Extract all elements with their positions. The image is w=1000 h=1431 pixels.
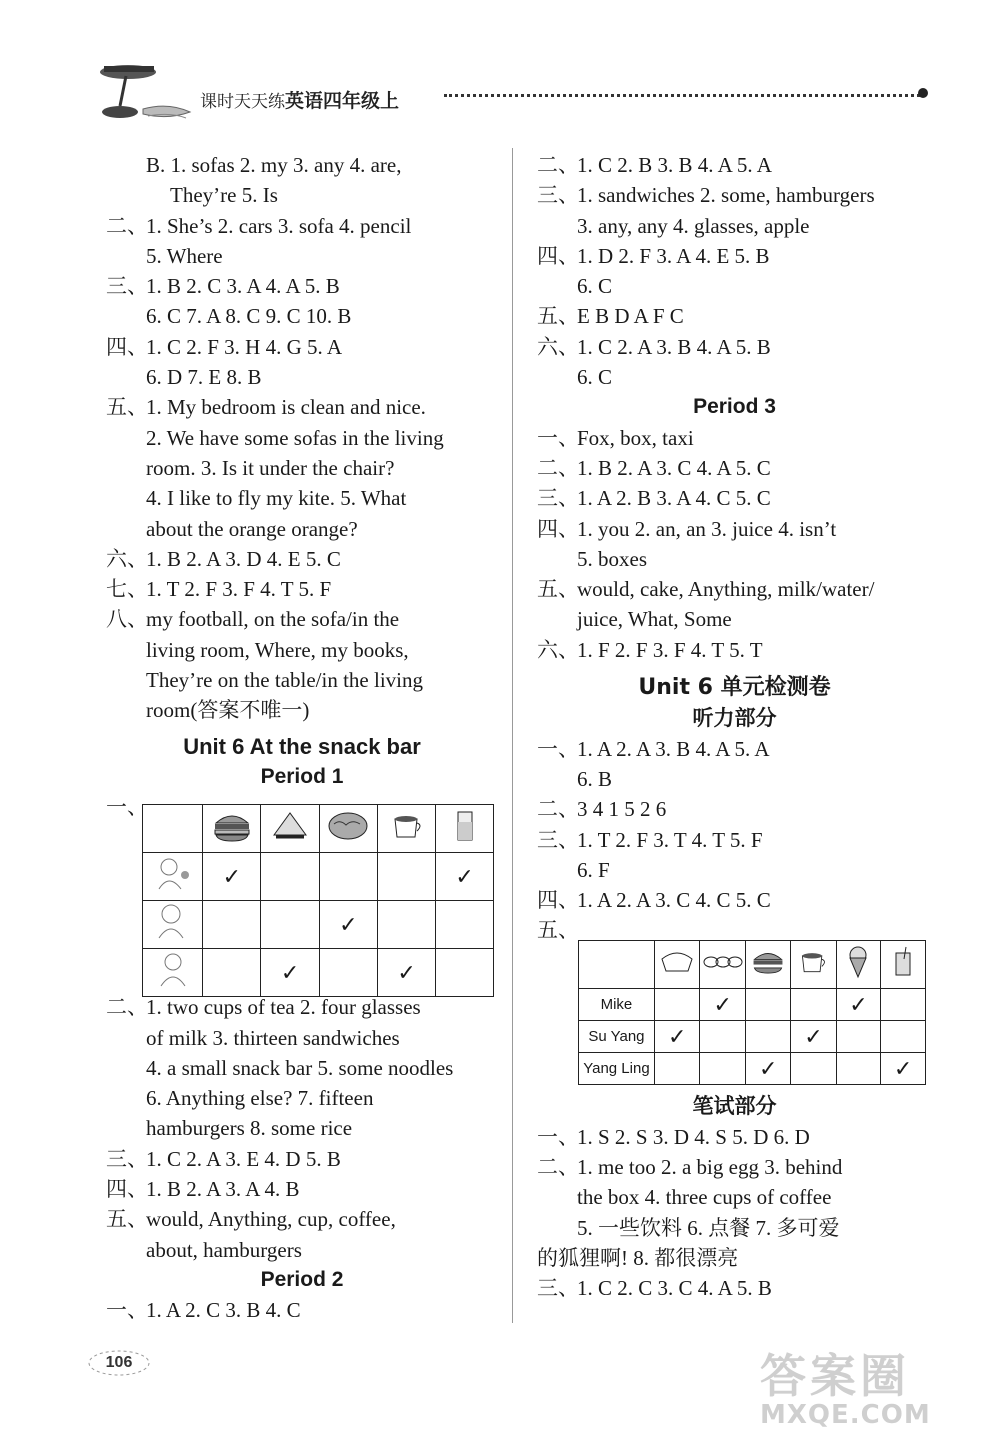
answer-line (537, 1152, 932, 1182)
child-picture-icon (143, 901, 203, 949)
text: ✓ (261, 949, 319, 997)
text (378, 901, 436, 949)
answer-line (537, 180, 932, 210)
text: They’re on the table/in the living (146, 668, 423, 693)
answer-line (537, 423, 932, 453)
text: 1. C 2. B 3. B 4. A 5. A (577, 153, 772, 177)
text: 英语 (285, 90, 324, 112)
answer-line (106, 453, 498, 483)
answer-line (537, 1213, 932, 1243)
answer-line (106, 1174, 498, 1204)
answer-line (106, 1144, 498, 1174)
text: 1. B 2. A 3. D 4. E 5. C (146, 546, 341, 571)
desk-lamp-icon (98, 54, 198, 126)
answer-line (106, 1235, 498, 1265)
text: ✓ (378, 949, 436, 997)
milk-glass-icon (436, 805, 494, 853)
text (791, 1053, 836, 1085)
text: 三、 (537, 827, 579, 852)
answer-line (106, 665, 498, 695)
text (700, 1021, 746, 1053)
answer-line (106, 180, 498, 210)
student-name: Mike (579, 989, 655, 1021)
text (378, 853, 436, 901)
text (203, 901, 261, 949)
text: 1. sandwiches 2. some, hamburgers (577, 183, 875, 208)
answer-line (537, 794, 932, 824)
answer-line (537, 604, 932, 634)
text: 3. any, any 4. glasses, apple (577, 213, 810, 238)
text: my football, on the sofa/in the (146, 607, 400, 632)
text: 课时天天练 (200, 92, 285, 112)
answer-line (106, 211, 498, 241)
text: of milk 3. thirteen sandwiches (146, 1025, 400, 1050)
text (436, 949, 494, 997)
text: ✓ (700, 989, 746, 1021)
text: 1. T 2. F 3. T 4. T 5. F (577, 827, 763, 852)
text: ✓ (746, 1053, 791, 1085)
answer-line (106, 1053, 498, 1083)
answer-line (106, 635, 498, 665)
text: 一、 (106, 1298, 148, 1323)
text: 6. B (577, 766, 613, 791)
answer-line (106, 1295, 498, 1325)
answer-line (537, 453, 932, 483)
text: ✓ (881, 1053, 926, 1085)
text: 二、 (106, 213, 148, 238)
text: about the orange orange? (146, 516, 358, 541)
text (700, 1053, 746, 1085)
text: 1. S 2. S 3. D 4. S 5. D 6. D (577, 1124, 810, 1149)
left-column (106, 150, 498, 1326)
juice-glass-icon (881, 941, 926, 989)
answer-line (106, 1204, 498, 1234)
text: 答案圈 (760, 1349, 910, 1403)
text (836, 1021, 881, 1053)
text: 1. A 2. A 3. B 4. A 5. A (577, 736, 770, 761)
sandwich-icon (261, 805, 319, 853)
text (654, 989, 700, 1021)
text: E B D A F C (577, 304, 684, 329)
unit-heading: Unit 6 At the snack bar (183, 733, 421, 759)
answer-line (537, 1122, 932, 1152)
text: 6. C (577, 274, 613, 299)
text: 1. My bedroom is clean and nice. (146, 395, 426, 420)
page-number (84, 1348, 154, 1378)
answer-line (537, 150, 932, 180)
food-table-period1 (142, 804, 494, 997)
text: 1. D 2. F 3. A 4. E 5. B (577, 243, 770, 268)
text: 五、 (537, 918, 579, 943)
column-divider (512, 148, 513, 1323)
answer-line (537, 362, 932, 392)
text: room. 3. Is it under the chair? (146, 455, 395, 480)
text: 二、 (106, 995, 148, 1020)
text: 1. C 2. A 3. E 4. D 5. B (146, 1146, 341, 1171)
answer-line (106, 514, 498, 544)
section-heading: 笔试部分 (692, 1094, 777, 1119)
answer-line (537, 483, 932, 513)
tea-cup-icon (378, 805, 436, 853)
answer-line (106, 332, 498, 362)
text: ✓ (836, 989, 881, 1021)
text: hamburgers 8. some rice (146, 1116, 353, 1141)
answer-line (537, 1273, 932, 1303)
period-heading: Period 3 (693, 395, 776, 419)
text: 四、 (537, 243, 579, 268)
text: 1. C 2. A 3. B 4. A 5. B (577, 334, 771, 359)
text: 六、 (537, 637, 579, 662)
answer-line (106, 695, 498, 725)
answer-line (537, 764, 932, 794)
answer-line (537, 514, 932, 544)
text (836, 1053, 881, 1085)
text (319, 949, 377, 997)
text: 五、 (537, 304, 579, 329)
text: 5. 一些饮料 6. 点餐 7. 多可爱 (577, 1215, 840, 1240)
answer-line (537, 885, 932, 915)
text: 106 (105, 1354, 133, 1371)
answer-line (106, 271, 498, 301)
answer-line (537, 574, 932, 604)
text: 六、 (537, 334, 579, 359)
text (261, 901, 319, 949)
answer-line (106, 544, 498, 574)
answer-line (537, 635, 932, 665)
food-table-unit-test (578, 940, 926, 1085)
text: 1. B 2. C 3. A 4. A 5. B (146, 274, 340, 299)
text (436, 901, 494, 949)
text: juice, What, Some (577, 607, 732, 632)
text: Fox, box, taxi (577, 425, 694, 450)
text: 5. Where (146, 243, 223, 268)
text (746, 989, 791, 1021)
text: 1. C 2. F 3. H 4. G 5. A (146, 334, 343, 359)
text: 1. A 2. C 3. B 4. C (146, 1298, 301, 1323)
answer-line (537, 1243, 932, 1273)
text (881, 989, 926, 1021)
answer-line (106, 423, 498, 453)
text: 二、 (537, 1155, 579, 1180)
header-dotted-rule (444, 94, 920, 97)
text: would, cake, Anything, milk/water/ (577, 577, 875, 602)
text: 二、 (537, 153, 579, 177)
section-heading: 听力部分 (692, 706, 777, 731)
text: 6. Anything else? 7. fifteen (146, 1086, 374, 1111)
text: 三、 (106, 1146, 148, 1171)
page-header (0, 50, 1000, 130)
answer-line (106, 150, 498, 180)
answer-line (537, 544, 932, 574)
answer-line (106, 301, 498, 331)
period-heading: Period 2 (260, 1267, 344, 1291)
text: living room, Where, my books, (146, 637, 409, 662)
text: 三、 (106, 274, 148, 299)
text (746, 1021, 791, 1053)
text: ✓ (654, 1021, 700, 1053)
coffee-cup-icon (791, 941, 836, 989)
unit-test-heading: Unit 6 单元检测卷 (638, 675, 831, 701)
header-dot (918, 88, 928, 98)
text: 6. C 7. A 8. C 9. C 10. B (146, 304, 352, 329)
answer-line (537, 1182, 932, 1212)
hamburger-icon (203, 805, 261, 853)
answer-line (537, 301, 932, 331)
text: 四、 (106, 1177, 148, 1202)
text: 1. A 2. B 3. A 4. C 5. C (577, 486, 771, 511)
text: 四、 (537, 888, 579, 913)
answer-line (537, 825, 932, 855)
book-title (200, 86, 399, 113)
text: 四、 (106, 334, 148, 359)
text: 四年级上 (323, 90, 400, 112)
answer-line (537, 211, 932, 241)
text: 5. boxes (577, 546, 647, 571)
text: They’re 5. Is (170, 183, 278, 208)
answer-line (106, 483, 498, 513)
text: 五、 (106, 395, 148, 420)
text: ✓ (203, 853, 261, 901)
right-column (537, 150, 932, 1304)
period-heading: Period 1 (260, 764, 344, 788)
empty-cell (143, 805, 203, 853)
text: 1. me too 2. a big egg 3. behind (577, 1155, 843, 1180)
text (261, 853, 319, 901)
answer-line (106, 574, 498, 604)
text: ✓ (436, 853, 494, 901)
answer-line (537, 734, 932, 764)
text: 一、 (106, 795, 148, 820)
text: ✓ (791, 1021, 836, 1053)
text: MXQE.COM (760, 1400, 931, 1430)
text: 一、 (537, 1124, 579, 1149)
text: 六、 (106, 546, 148, 571)
text: 七、 (106, 577, 148, 602)
empty-cell (579, 941, 655, 989)
child-picture-icon (143, 949, 203, 997)
text: 1. F 2. F 3. F 4. T 5. T (577, 637, 763, 662)
text: 1. T 2. F 3. F 4. T 5. F (146, 577, 332, 602)
answer-line (537, 271, 932, 301)
answer-line (106, 1023, 498, 1053)
text: 五、 (106, 1207, 148, 1232)
ice-cream-icon (836, 941, 881, 989)
text: 四、 (537, 516, 579, 541)
text: 一、 (537, 425, 579, 450)
text: room(答案不唯一) (146, 698, 310, 723)
text: 1. A 2. A 3. C 4. C 5. C (577, 888, 771, 913)
text: 1. two cups of tea 2. four glasses (146, 995, 421, 1020)
text: 4. I like to fly my kite. 5. What (146, 486, 407, 511)
text (654, 1053, 700, 1085)
text: 2. We have some sofas in the living (146, 425, 444, 450)
watermark (760, 1340, 990, 1430)
hamburger-icon (746, 941, 791, 989)
answer-line (106, 604, 498, 634)
text (881, 1021, 926, 1053)
text: 1. B 2. A 3. A 4. B (146, 1177, 300, 1202)
text: about, hamburgers (146, 1237, 302, 1262)
text: 三、 (537, 1276, 579, 1301)
text: the box 4. three cups of coffee (577, 1185, 832, 1210)
text: 3 4 1 5 2 6 (577, 797, 667, 822)
text: 6. D 7. E 8. B (146, 365, 262, 390)
text (791, 989, 836, 1021)
text (203, 949, 261, 997)
rice-bowl-icon (654, 941, 700, 989)
text: 二、 (537, 797, 579, 822)
text: 4. a small snack bar 5. some noodles (146, 1055, 454, 1080)
noodles-icon (319, 805, 377, 853)
text: ✓ (319, 901, 377, 949)
answer-line (106, 362, 498, 392)
answer-line (106, 392, 498, 422)
text: 八、 (106, 607, 148, 632)
text: 6. C (577, 365, 613, 390)
text: 一、 (537, 736, 579, 761)
text: 1. C 2. C 3. C 4. A 5. B (577, 1276, 772, 1301)
answer-line (106, 241, 498, 271)
student-name: Su Yang (579, 1021, 655, 1053)
text: 的狐狸啊! 8. 都很漂亮 (537, 1245, 739, 1270)
text: B. 1. sofas 2. my 3. any 4. are, (146, 153, 402, 177)
text: 三、 (537, 183, 579, 208)
text: 6. F (577, 857, 610, 882)
text: 1. She’s 2. cars 3. sofa 4. pencil (146, 213, 412, 238)
text: would, Anything, cup, coffee, (146, 1207, 396, 1232)
answer-line (537, 855, 932, 885)
answer-line (106, 1113, 498, 1143)
eggs-icon (700, 941, 746, 989)
text: 1. you 2. an, an 3. juice 4. isn’t (577, 516, 837, 541)
text: 五、 (537, 577, 579, 602)
text (319, 853, 377, 901)
answer-line (537, 332, 932, 362)
text: 1. B 2. A 3. C 4. A 5. C (577, 455, 771, 480)
child-picture-icon (143, 853, 203, 901)
student-name: Yang Ling (579, 1053, 655, 1085)
text: 二、 (537, 455, 579, 480)
text: 三、 (537, 486, 579, 511)
answer-line (537, 241, 932, 271)
answer-line (106, 1083, 498, 1113)
